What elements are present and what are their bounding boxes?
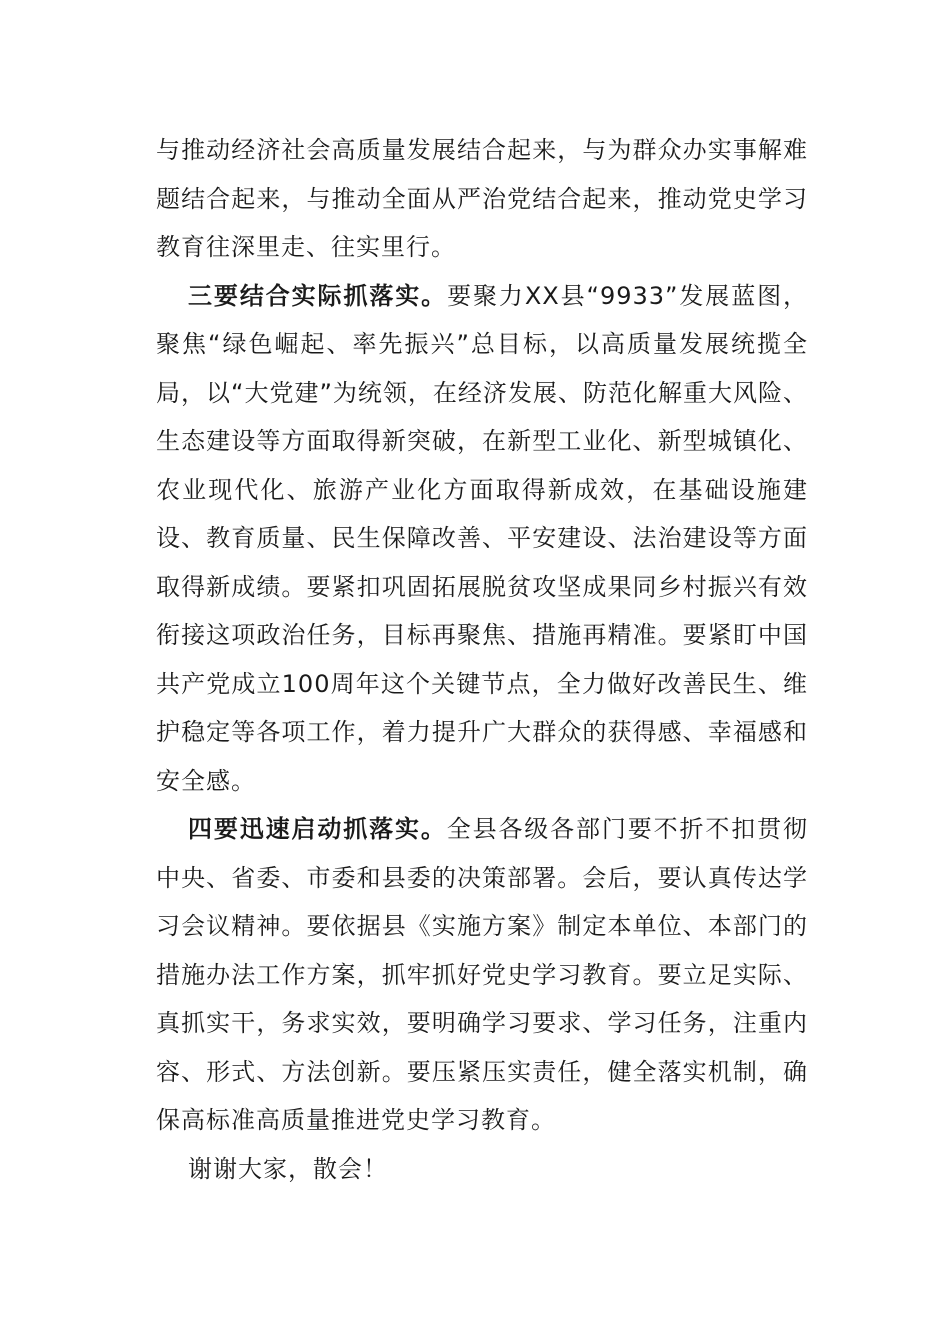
paragraph-heading: 三要结合实际抓落实。 <box>188 281 448 310</box>
paragraph-text: 要聚力XX县“9933”发展蓝图，聚焦“绿色崛起、率先振兴”总目标，以高质量发展统揽全局，以“大党建”为统领，在经济发展、防范化解重大风险、生态建设等方面取得新突破，在新型工业化、新型城镇化、农业现代化、旅游产业化方面取得新成效，在基础设施建设、教育质量、民生保障改善、平安建设、法治建设等方面取得新成绩。要紧扣巩固拓展脱贫攻坚成果同乡村振兴有效衔接这项政治任务，目标再聚焦、措施再精准。要紧盯中国共产党成立100周年这个关键节点，全力做好改善民生、维护稳定等各项工作，着力提升广大群众的获得感、幸福感和安全感。 <box>156 281 809 795</box>
paragraph-text: 全县各级各部门要不折不扣贯彻中央、省委、市委和县委的决策部署。会后，要认真传达学习会议精神。要依据县《实施方案》制定本单位、本部门的措施办法工作方案，抓牢抓好党史学习教育。要立足实际、真抓实干，务求实效，要明确学习要求、学习任务，注重内容、形式、方法创新。要压紧压实责任，健全落实机制，确保高标准高质量推进党史学习教育。 <box>156 815 809 1134</box>
paragraph-point-four <box>156 805 808 1145</box>
document-body <box>156 126 808 1193</box>
paragraph-text: 谢谢大家，散会！ <box>188 1154 388 1183</box>
paragraph-point-three <box>156 272 808 806</box>
paragraph-continuation <box>156 126 808 272</box>
paragraph-closing <box>156 1145 808 1194</box>
paragraph-text: 与推动经济社会高质量发展结合起来，与为群众办实事解难题结合起来，与推动全面从严治党结合起来，推动党史学习教育往深里走、往实里行。 <box>156 136 808 261</box>
paragraph-heading: 四要迅速启动抓落实。 <box>188 815 447 843</box>
